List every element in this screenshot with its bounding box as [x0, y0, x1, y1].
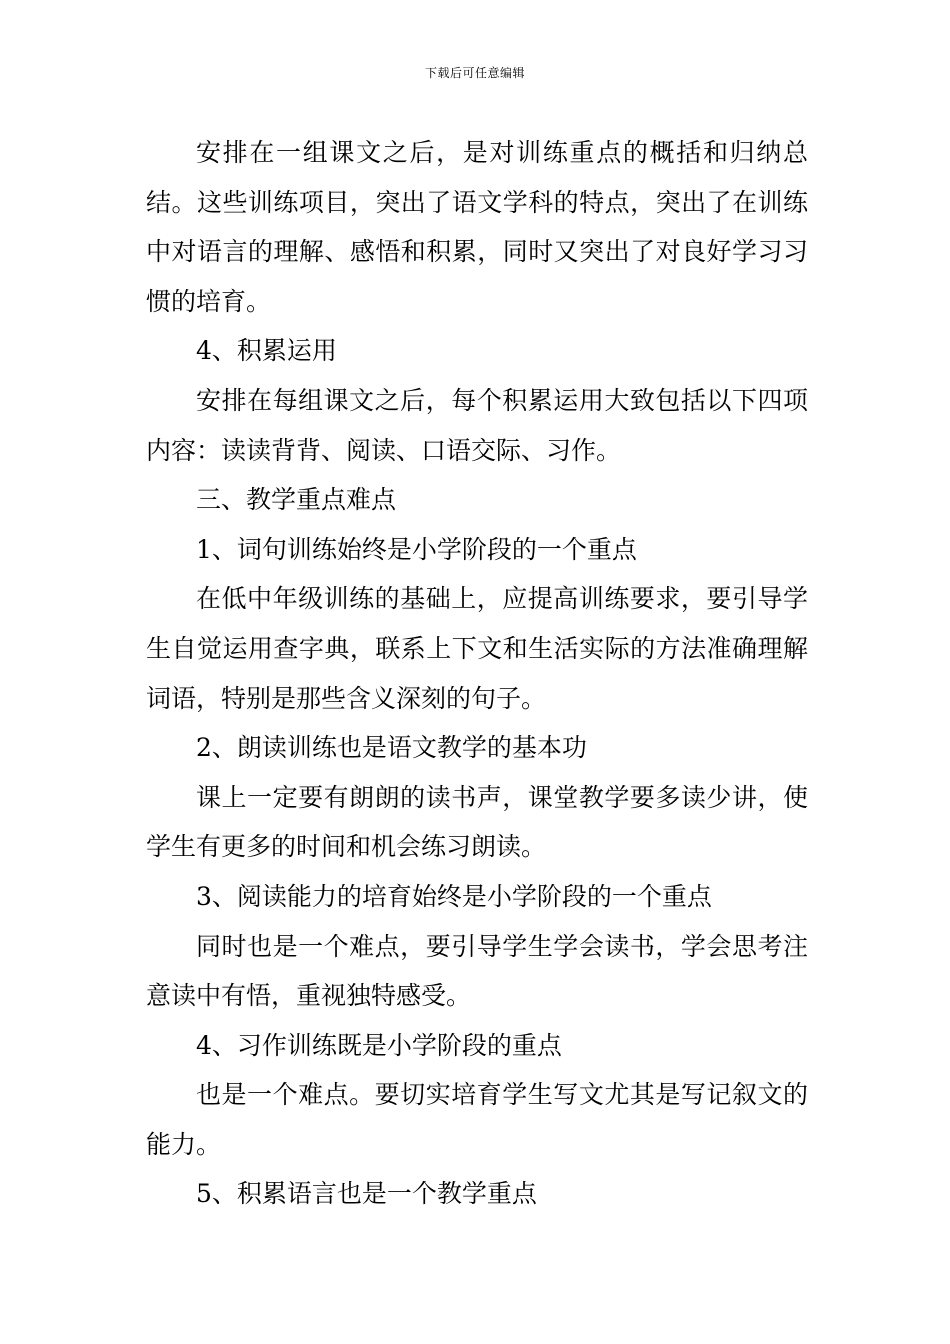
- paragraph: 也是一个难点。要切实培育学生写文尤其是写记叙文的能力。: [146, 1080, 808, 1159]
- paragraph: 课上一定要有朗朗的读书声，课堂教学要多读少讲，使学生有更多的时间和机会练习朗读。: [146, 782, 808, 862]
- section-heading: 1、词句训练始终是小学阶段的一个重点: [196, 534, 637, 564]
- section-heading: 4、习作训练既是小学阶段的重点: [196, 1030, 562, 1060]
- section-heading: 5、积累语言也是一个教学重点: [196, 1179, 537, 1209]
- section-heading: 2、朗读训练也是语文教学的基本功: [196, 733, 587, 763]
- section-heading: 3、阅读能力的培育始终是小学阶段的一个重点: [196, 881, 712, 911]
- paragraph: 同时也是一个难点，要引导学生学会读书，学会思考注意读中有悟，重视独特感受。: [146, 931, 808, 1011]
- page-header: 下载后可任意编辑: [424, 66, 525, 80]
- section-heading: 三、教学重点难点: [196, 485, 397, 515]
- paragraph: 在低中年级训练的基础上，应提高训练要求，要引导学生自觉运用查字典，联系上下文和生活实际的方法准确理解词语，特别是那些含义深刻的句子。: [146, 584, 808, 713]
- document-body: [146, 128, 808, 1219]
- section-heading: 4、积累运用: [196, 336, 337, 366]
- paragraph: 安排在每组课文之后，每个积累运用大致包括以下四项内容：读读背背、阅读、口语交际、习作。: [146, 385, 808, 465]
- paragraph: 安排在一组课文之后，是对训练重点的概括和归纳总结。这些训练项目，突出了语文学科的特点，突出了在训练中对语言的理解、感悟和积累，同时又突出了对良好学习习惯的培育。: [146, 138, 808, 316]
